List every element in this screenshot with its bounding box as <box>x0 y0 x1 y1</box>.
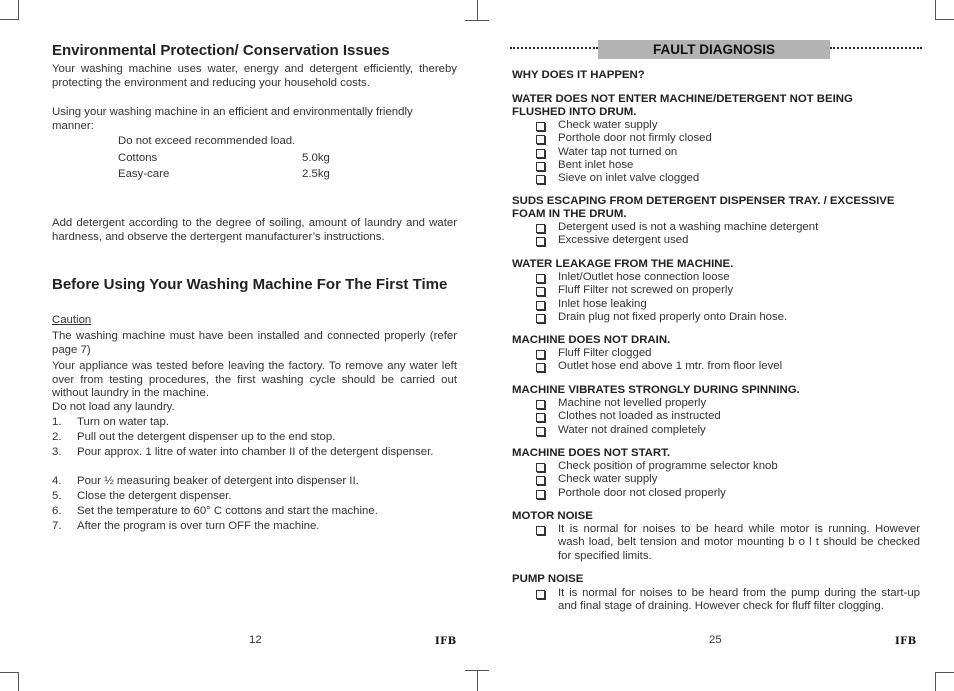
list-item: Detergent used is not a washing machine detergent <box>536 221 920 234</box>
env-paragraph-3: Add detergent according to the degree of soiling, amount of laundry and water hardness, and observe the dertergent manufacturer’s instructions. <box>52 217 457 243</box>
checkbox-icon <box>536 427 545 436</box>
checkbox-icon <box>536 413 545 422</box>
crop-mark <box>18 0 19 20</box>
crop-mark <box>936 672 954 673</box>
load-value-easy-care: 2.5kg <box>302 168 330 180</box>
checkbox-icon <box>536 149 545 158</box>
checkbox-icon <box>536 463 545 472</box>
fault-list <box>536 347 920 374</box>
checkbox-icon <box>536 224 545 233</box>
load-label-easy-care: Easy-care <box>118 168 170 180</box>
list-item: Sieve on inlet valve clogged <box>536 172 920 185</box>
list-item: Porthole door not closed properly <box>536 487 920 500</box>
checkbox-icon <box>536 490 545 499</box>
load-value-cottons: 5.0kg <box>302 152 330 164</box>
step-text: Pull out the detergent dispenser up to the end stop. <box>77 431 336 443</box>
list-item: Outlet hose end above 1 mtr. from floor level <box>536 360 920 373</box>
step-text: Close the detergent dispenser. <box>77 490 232 502</box>
fault-heading: MACHINE DOES NOT DRAIN. <box>512 334 671 346</box>
step-text: Turn on water tap. <box>77 416 170 428</box>
checkbox-icon <box>536 350 545 359</box>
title-rule-right <box>830 47 922 49</box>
ifb-logo-left: IFB <box>435 636 457 647</box>
step-number: 2. <box>52 431 62 443</box>
list-item: It is normal for noises to be heard while motor is running. However wash load, belt tension and motor mounting b o l t should be checked for specified limits. <box>536 523 920 563</box>
step-text: Pour ½ measuring beaker of detergent into dispenser II. <box>77 475 359 487</box>
caution-label: Caution <box>52 314 92 326</box>
checkbox-icon <box>536 175 545 184</box>
fault-heading: WATER LEAKAGE FROM THE MACHINE. <box>512 258 734 270</box>
list-item: Drain plug not fixed properly onto Drain hose. <box>536 311 920 324</box>
ifb-logo-right: IFB <box>895 636 917 647</box>
step-number: 6. <box>52 505 62 517</box>
crop-mark <box>477 0 478 21</box>
list-item: Check water supply <box>536 119 920 132</box>
list-item: Fluff Filter clogged <box>536 347 920 360</box>
paragraph-tested: Your appliance was tested before leaving the factory. To remove any water left over from testing procedures, the first washing cycle should be carried out without laundry in the machine. <box>52 360 457 400</box>
paragraph-installed: The washing machine must have been installed and connected properly (refer page 7) <box>52 330 457 356</box>
list-item: Water not drained completely <box>536 424 920 437</box>
checkbox-icon <box>536 301 545 310</box>
page-number-right: 25 <box>709 634 722 646</box>
crop-mark <box>936 19 954 20</box>
checkbox-icon <box>536 237 545 246</box>
fault-heading: WATER DOES NOT ENTER MACHINE/DETERGENT NOT BEING FLUSHED INTO DRUM. <box>512 93 853 119</box>
list-item: Clothes not loaded as instructed <box>536 410 920 423</box>
list-item: Fluff Filter not screwed on properly <box>536 284 920 297</box>
step-text: Pour approx. 1 litre of water into chamber II of the detergent dispenser. <box>77 446 434 458</box>
fault-list <box>536 587 920 614</box>
crop-mark <box>477 670 478 691</box>
heading-environmental: Environmental Protection/ Conservation Issues <box>52 42 390 59</box>
fault-list <box>536 221 920 248</box>
crop-mark <box>465 670 489 671</box>
fault-heading: MOTOR NOISE <box>512 510 593 522</box>
list-item: Water tap not turned on <box>536 146 920 159</box>
paragraph-no-laundry: Do not load any laundry. <box>52 401 175 413</box>
heading-before-using: Before Using Your Washing Machine For The First Time <box>52 276 448 293</box>
why-heading: WHY DOES IT HAPPEN? <box>512 69 645 81</box>
crop-mark <box>0 19 18 20</box>
step-number: 3. <box>52 446 62 458</box>
crop-mark <box>0 672 18 673</box>
fault-list <box>536 460 920 500</box>
list-item: Check position of programme selector knob <box>536 460 920 473</box>
page-number-left: 12 <box>249 634 262 646</box>
checkbox-icon <box>536 400 545 409</box>
fault-heading: PUMP NOISE <box>512 573 584 585</box>
step-text: Set the temperature to 60° C cottons and start the machine. <box>77 505 378 517</box>
step-number: 4. <box>52 475 62 487</box>
checkbox-icon <box>536 274 545 283</box>
checkbox-icon <box>536 287 545 296</box>
list-item: Check water supply <box>536 473 920 486</box>
crop-mark <box>935 672 936 691</box>
checkbox-icon <box>536 526 545 535</box>
list-item: Inlet/Outlet hose connection loose <box>536 271 920 284</box>
fault-list <box>536 397 920 437</box>
checkbox-icon <box>536 122 545 131</box>
fault-heading: MACHINE VIBRATES STRONGLY DURING SPINNING. <box>512 384 800 396</box>
checkbox-icon <box>536 135 545 144</box>
fault-list <box>536 523 920 563</box>
list-item: Machine not levelled properly <box>536 397 920 410</box>
step-text: After the program is over turn OFF the machine. <box>77 520 320 532</box>
list-item: Porthole door not firmly closed <box>536 132 920 145</box>
list-item: Bent inlet hose <box>536 159 920 172</box>
title-rule-left <box>510 47 598 49</box>
fault-heading: SUDS ESCAPING FROM DETERGENT DISPENSER TRAY. / EXCESSIVE FOAM IN THE DRUM. <box>512 195 895 221</box>
checkbox-icon <box>536 476 545 485</box>
crop-mark <box>465 20 489 21</box>
crop-mark <box>935 0 936 20</box>
fault-heading: MACHINE DOES NOT START. <box>512 447 670 459</box>
checkbox-icon <box>536 314 545 323</box>
checkbox-icon <box>536 590 545 599</box>
env-paragraph-2: Using your washing machine in an efficient and environmentally friendly manner: <box>52 106 413 132</box>
list-item: It is normal for noises to be heard from the pump during the start-up and final stage of draining. However check for fluff filter clogging. <box>536 587 920 614</box>
fault-diagnosis-title: FAULT DIAGNOSIS <box>652 42 775 57</box>
load-label-cottons: Cottons <box>118 152 158 164</box>
fault-list <box>536 119 920 185</box>
env-paragraph-1: Your washing machine uses water, energy and detergent efficiently, thereby protecting the environment and reducing your household costs. <box>52 63 457 89</box>
step-number: 5. <box>52 490 62 502</box>
list-item: Excessive detergent used <box>536 234 920 247</box>
checkbox-icon <box>536 162 545 171</box>
step-number: 7. <box>52 520 62 532</box>
list-item: Inlet hose leaking <box>536 298 920 311</box>
checkbox-icon <box>536 363 545 372</box>
load-note: Do not exceed recommended load. <box>118 135 296 147</box>
step-number: 1. <box>52 416 62 428</box>
crop-mark <box>18 672 19 691</box>
fault-list <box>536 271 920 324</box>
